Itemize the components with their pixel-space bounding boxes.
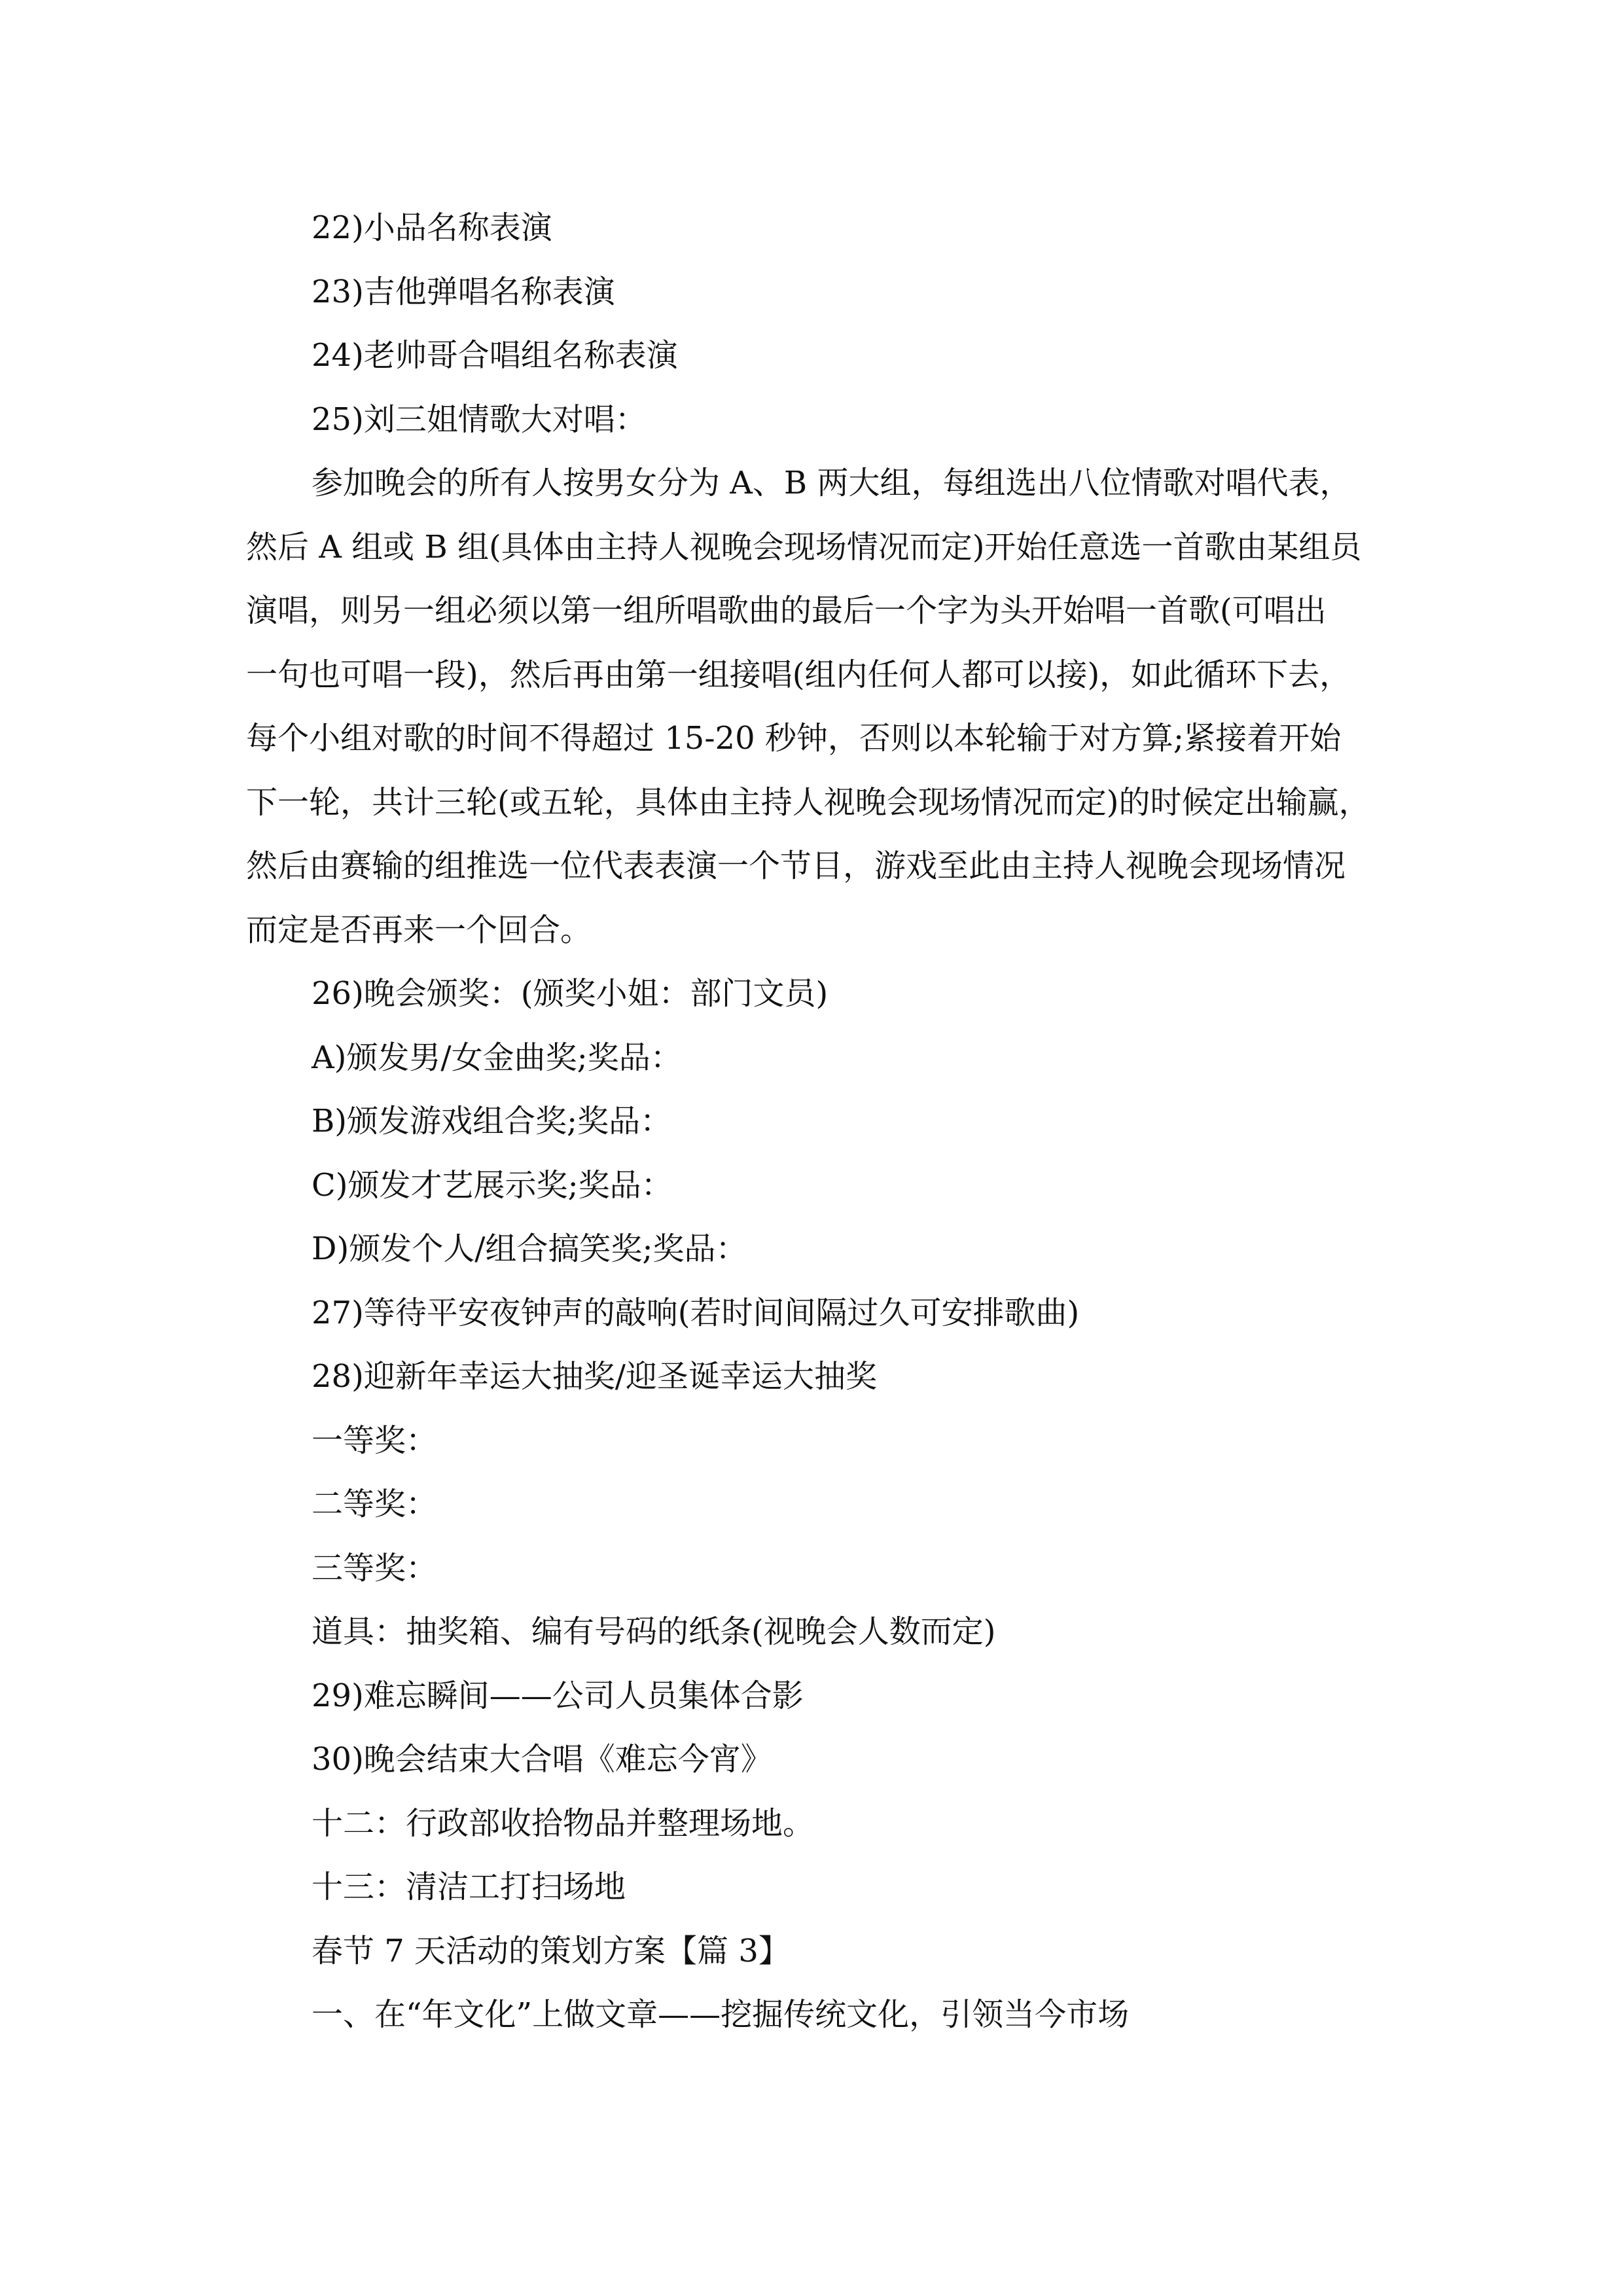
text-line: 二等奖： xyxy=(312,1486,438,1522)
text-line: 23)吉他弹唱名称表演 xyxy=(312,273,615,310)
text-line: 十二：行政部收拾物品并整理场地。 xyxy=(312,1804,815,1842)
text-line: 十三：清洁工打扫场地 xyxy=(312,1869,626,1905)
text-line: 然后由赛输的组推选一位代表表演一个节目，游戏至此由主持人视晚会现场情况 xyxy=(246,848,1346,884)
text-line: 道具：抽奖箱、编有号码的纸条(视晚会人数而定) xyxy=(312,1613,996,1650)
text-line: 参加晚会的所有人按男女分为 A、B 两大组，每组选出八位情歌对唱代表， xyxy=(312,465,1351,501)
text-line: 每个小组对歌的时间不得超过 15-20 秒钟，否则以本轮输于对方算;紧接着开始 xyxy=(246,720,1342,757)
text-line: 演唱，则另一组必须以第一组所唱歌曲的最后一个字为头开始唱一首歌(可唱出 xyxy=(246,592,1327,629)
section-heading: 春节 7 天活动的策划方案【篇 3】 xyxy=(312,1932,790,1969)
text-line: 三等奖： xyxy=(312,1549,438,1587)
text-line: 28)迎新年幸运大抽奖/迎圣诞幸运大抽奖 xyxy=(312,1358,877,1395)
text-line: 26)晚会颁奖：(颁奖小姐：部门文员) xyxy=(312,975,829,1012)
text-line: 27)等待平安夜钟声的敲响(若时间间隔过久可安排歌曲) xyxy=(312,1294,1080,1331)
text-line: 24)老帅哥合唱组名称表演 xyxy=(312,337,678,374)
text-line: 一、在“年文化”上做文章——挖掘传统文化，引领当今市场 xyxy=(312,1996,1130,2033)
text-line: 然后 A 组或 B 组(具体由主持人视晚会现场情况而定)开始任意选一首歌由某组员 xyxy=(246,528,1362,565)
text-line: B)颁发游戏组合奖;奖品： xyxy=(312,1103,672,1139)
document-body xyxy=(246,196,1385,2047)
text-line: 而定是否再来一个回合。 xyxy=(246,911,592,948)
text-line: 下一轮，共计三轮(或五轮，具体由主持人视晚会现场情况而定)的时候定出输赢， xyxy=(246,783,1370,821)
text-line: A)颁发男/女金曲奖;奖品： xyxy=(312,1039,682,1076)
text-line: 一句也可唱一段)，然后再由第一组接唱(组内任何人都可以接)，如此循环下去， xyxy=(246,656,1351,693)
text-line: 30)晚会结束大合唱《难忘今宵》 xyxy=(312,1741,772,1778)
text-line: D)颁发个人/组合搞笑奖;奖品： xyxy=(312,1230,747,1267)
text-line: 一等奖： xyxy=(312,1422,438,1459)
text-line: 29)难忘瞬间——公司人员集体合影 xyxy=(312,1677,804,1714)
text-line: C)颁发才艺展示奖;奖品： xyxy=(312,1166,673,1204)
text-line: 22)小品名称表演 xyxy=(312,209,552,246)
text-line: 25)刘三姐情歌大对唱： xyxy=(312,401,647,438)
